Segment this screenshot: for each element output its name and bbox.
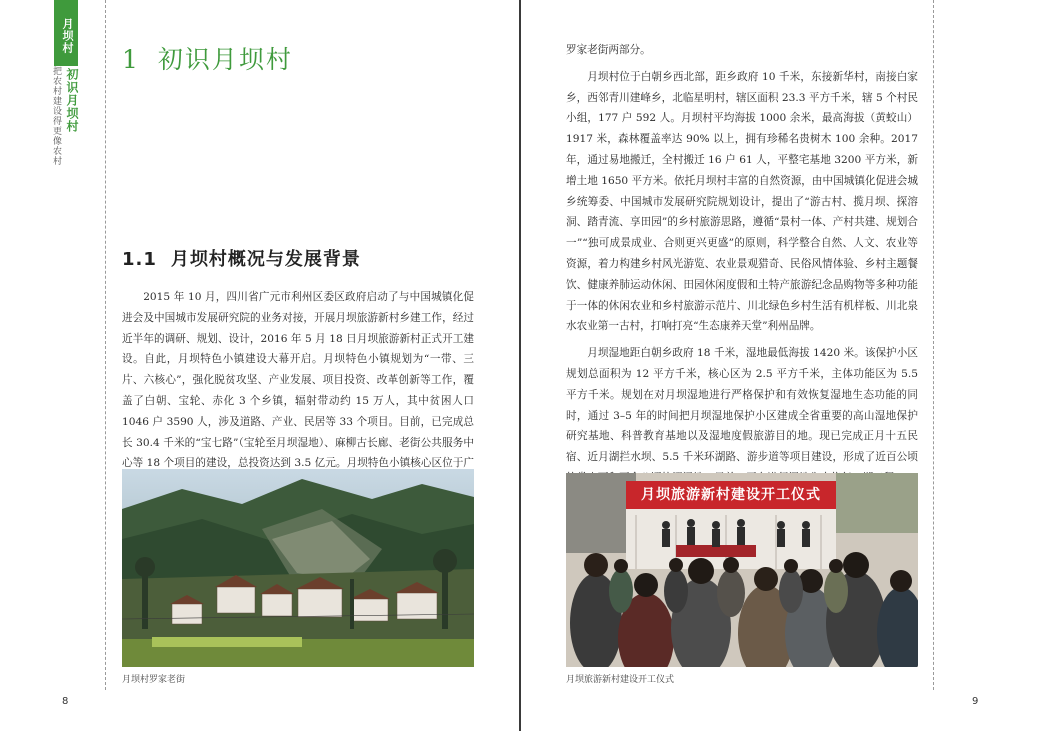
chapter-number: 1 <box>122 45 140 74</box>
chapter-heading <box>122 40 293 76</box>
sidebar-slogan: 把农村建设得更像农村 <box>51 66 61 166</box>
left-paragraph: 2015 年 10 月，四川省广元市利州区委区政府启动了与中国城镇化促进会及中国城市发展研究院的业务对接，开展月坝旅游新村乡建工作，经过近半年的调研、规划、设计，2016 年 5 月 18 日月坝旅游新村正式开工建设。自此，月坝特色小镇建设大幕开启。月坝特色小镇规划为“一带、三片、六核心”，强化脱贫攻坚、产业发展、项目投资、改革创新等工作，覆盖了白朝、宝轮、赤化 3 个乡镇，辐射带动约 15 万人，其中贫困人口 1046 户 3590 人，涉及道路、产业、民居等 33 个项目。目前，已完成总长 30.4 千米的“宝七路”（宝轮至月坝湿地）、麻柳古长廊、老街公共服务中心等 18 个项目的建设，总投资达到 3.5 亿元。月坝特色小镇核心区位于广 <box>122 291 474 470</box>
sidebar-tab <box>54 0 78 66</box>
section-heading <box>122 245 361 271</box>
right-margin-rule <box>933 0 934 690</box>
ceremony-photo <box>566 473 918 667</box>
left-body <box>122 287 474 495</box>
chapter-title: 初识月坝村 <box>157 45 293 74</box>
village-landscape-image <box>122 469 474 667</box>
section-title: 月坝村概况与发展背景 <box>170 249 361 270</box>
right-paragraph-1: 月坝村位于白朝乡西北部，距乡政府 10 千米，东接新华村，南接白家乡，西邻青川建峰乡，北临星明村，辖区面积 23.3 平方千米，辖 5 个村民小组，177 户 592 人。月坝村平均海拔 1000 余米，最高海拔（黄蛟山）1917 米，森林覆盖率达 90% 以上，拥有珍稀名贵树木 100 余种。2017 年，通过易地搬迁，全村搬迁 16 户 61 人，平整宅基地 3200 平方米，新增土地 1650 平方米。依托月坝村丰富的自然资源，由中国城镇化促进会城乡统筹委、中国城市发展研究院规划设计，提出了“游古村、揽月坝、探溶洞、踏青流、享田园”的乡村旅游思路，遵循“景村一体、产村共建、规划合一”“独可成景成业、合则更兴更盛”的原则，科学整合自然、人文、农业等资源，着力构建乡村风光游览、农业景观猎奇、民俗风情体验、乡村主题餐饮、健康养肺运动休闲、田园休闲度假和土特产旅游纪念品购物等多种功能于一体的休闲农业和乡村旅游示范片、川北绿色乡村生活有机样板、川北泉水农业第一古村，打响打亮“生态康养天堂”利州品牌。 <box>566 70 918 333</box>
left-photo-caption: 月坝村罗家老街 <box>122 675 186 685</box>
right-continuation: 罗家老街两部分。 <box>566 44 651 56</box>
right-photo-caption: 月坝旅游新村建设开工仪式 <box>566 675 675 685</box>
right-body <box>566 40 918 495</box>
village-photo <box>122 469 474 667</box>
ceremony-banner-text: 月坝旅游新村建设开工仪式 <box>641 487 821 503</box>
right-page-number: 9 <box>972 696 979 707</box>
book-spine <box>519 0 521 731</box>
left-page-number: 8 <box>62 696 69 707</box>
right-paragraph-2: 月坝湿地距白朝乡政府 18 千米，湿地最低海拔 1420 米。该保护小区规划总面积为 12 平方千米，核心区为 2.5 平方千米，主体功能区为 5.5 平方千米。规划在对月坝湿地进行严格保护和有效恢复湿地生态功能的同时，通过 3–5 年的时间把月坝湿地保护小区建成全省重要的高山湿地保护研究基地、科普教育基地以及湿地度假旅游目的地。现已完成正月十五民宿、近月湖拦水坝、5.5 千米环湖路、游步道等项目建设，形成了近百公顷 <box>566 347 918 464</box>
section-number: 1.1 <box>122 249 157 270</box>
left-margin-rule <box>105 0 106 690</box>
sidebar-chapter-label: 初识月坝村 <box>65 68 79 133</box>
sidebar-book-label: 月坝村 <box>61 18 74 54</box>
